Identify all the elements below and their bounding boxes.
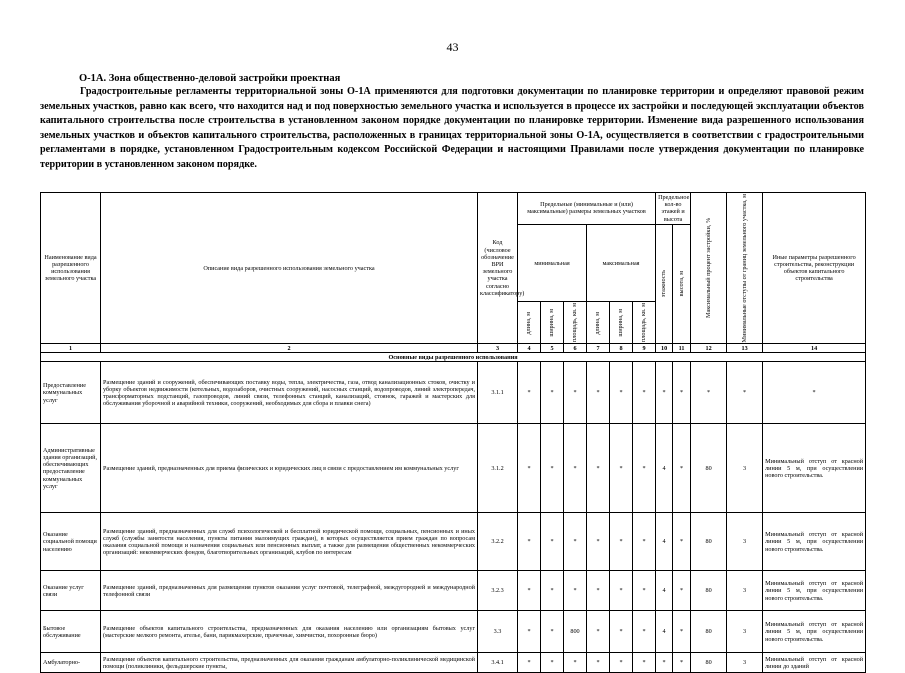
section-title-row: Основные виды разрешенного использования [41, 353, 866, 362]
header-max-length: длина, м [587, 302, 610, 344]
header-max-area: площадь, кв. м [633, 302, 656, 344]
header-setback: Минимальные отступы от границ земельного участка, м [727, 193, 763, 344]
header-min: минимальная [518, 224, 587, 302]
header-code: Код (числовое обозначение ВРИ земельного участка согласно классификатору) [478, 193, 518, 344]
header-coverage: Максимальный процент застройки, % [691, 193, 727, 344]
header-plot-limits: Предельные (минимальные и (или) максимальные) размеры земельных участков [518, 193, 656, 225]
intro-paragraph: Градостроительные регламенты территориальной зоны О-1А применяются для подготовки документации по планировке территории и определяют правовой режим земельных участков, равно как всего, что находится над и под поверхностью земельного участка и используется в процессе их застройки и последующей эксплуатации объектов капитального строительства после строительства в установленном законом порядке документации по планировке территории. Изменение вида разрешенного использования земельных участков и объектов капитального строительства, расположенных в границах территориальной зоны О-1А, осуществляется в соответствии с градостроительными регламентами в порядке, установленном Градостроительным кодексом Российской Федерации и настоящими Правилами после утверждения документации по планировке территории в установленном законом порядке. [40, 86, 864, 170]
header-min-length: длина, м [518, 302, 541, 344]
zone-heading: О-1А. Зона общественно-деловой застройки проектная [79, 73, 341, 84]
page-number: 43 [446, 40, 459, 54]
header-floors: этажность [656, 224, 673, 344]
column-number-row: 1 2 3 4 5 6 7 8 9 10 11 12 13 14 [41, 344, 866, 353]
table-row: Предоставление коммунальных услуг Размещение зданий и сооружений, обеспечивающих поставку воды, тепла, электричества, газа, отвод канализационных стоков, очистку и уборку объектов недвижимости (котельных, водозаборов, очистных сооружений, насосных станций, водопроводов, линий электропередач, трансформаторных подстанций, газопроводов, линий связи, телефонных станций, канализаций, стоянок, гаражей и мастерских для обслуживания уборочной и аварийной техники, сооружений, необходимых для сбора и плавки снега) 3.1.1 * * * * * * * * * * * [41, 362, 866, 424]
header-max-width: ширина, м [610, 302, 633, 344]
header-max: максимальная [587, 224, 656, 302]
header-description: Описание вида разрешенного использования земельного участка [101, 193, 478, 344]
header-name: Наименование вида разрешенного использования земельного участка [41, 193, 101, 344]
table-row: Оказание услуг связи Размещение зданий, предназначенных для размещения пунктов оказания услуг почтовой, телеграфной, междугородней и международной телефонной связи 3.2.3 * * * * * * 4 * 80 3 Минимальный отступ от красной линии 5 м, при осуществлении нового строительства. [41, 571, 866, 611]
table-row: Бытовое обслуживание Размещение объектов капитального строительства, предназначенных для оказания населению или организациям бытовых услуг (мастерские мелкого ремонта, ателье, бани, парикмахерские, прачечные, химчистки, похоронные бюро) 3.3 * * 800 * * * 4 * 80 3 Минимальный отступ от красной линии 5 м, при осуществлении нового строительства. [41, 611, 866, 653]
header-height-group: Предельное кол-во этажей и высота [656, 193, 691, 225]
header-other-params: Иные параметры разрешенного строительства, реконструкции объектов капитального строительства [763, 193, 866, 344]
header-min-width: ширина, м [541, 302, 564, 344]
header-min-area: площадь, кв. м [564, 302, 587, 344]
regulations-table [40, 192, 866, 673]
table-row: Административные здания организаций, обеспечивающих предоставление коммунальных услуг Размещение зданий, предназначенных для приема физических и юридических лиц в связи с предоставлением им коммунальных услуг 3.1.2 * * * * * * 4 * 80 3 Минимальный отступ от красной линии 5 м, при осуществлении нового строительства. [41, 424, 866, 513]
table-row: Оказание социальной помощи населению Размещение зданий, предназначенных для служб психологической и бесплатной юридической помощи, социальных, пенсионных и иных служб (службы занятости населения, пункты питания малоимущих граждан), в которых осуществляется прием граждан по вопросам оказания социальной помощи и назначения социальных или пенсионных выплат, а также для размещения общественных некоммерческих организаций: некоммерческих фондов, благотворительных организаций, клубов по интересам 3.2.2 * * * * * * 4 * 80 3 Минимальный отступ от красной линии 5 м, при осуществлении нового строительства. [41, 513, 866, 571]
table-row: Амбулаторно- Размещение объектов капитального строительства, предназначенных для оказания гражданам амбулаторно-поликлинической медицинской помощи (поликлиники, фельдшерские пункты, 3.4.1 * * * * * * * * 80 3 Минимальный отступ от красной линии до зданий [41, 653, 866, 673]
header-height: высота, м [673, 224, 691, 344]
